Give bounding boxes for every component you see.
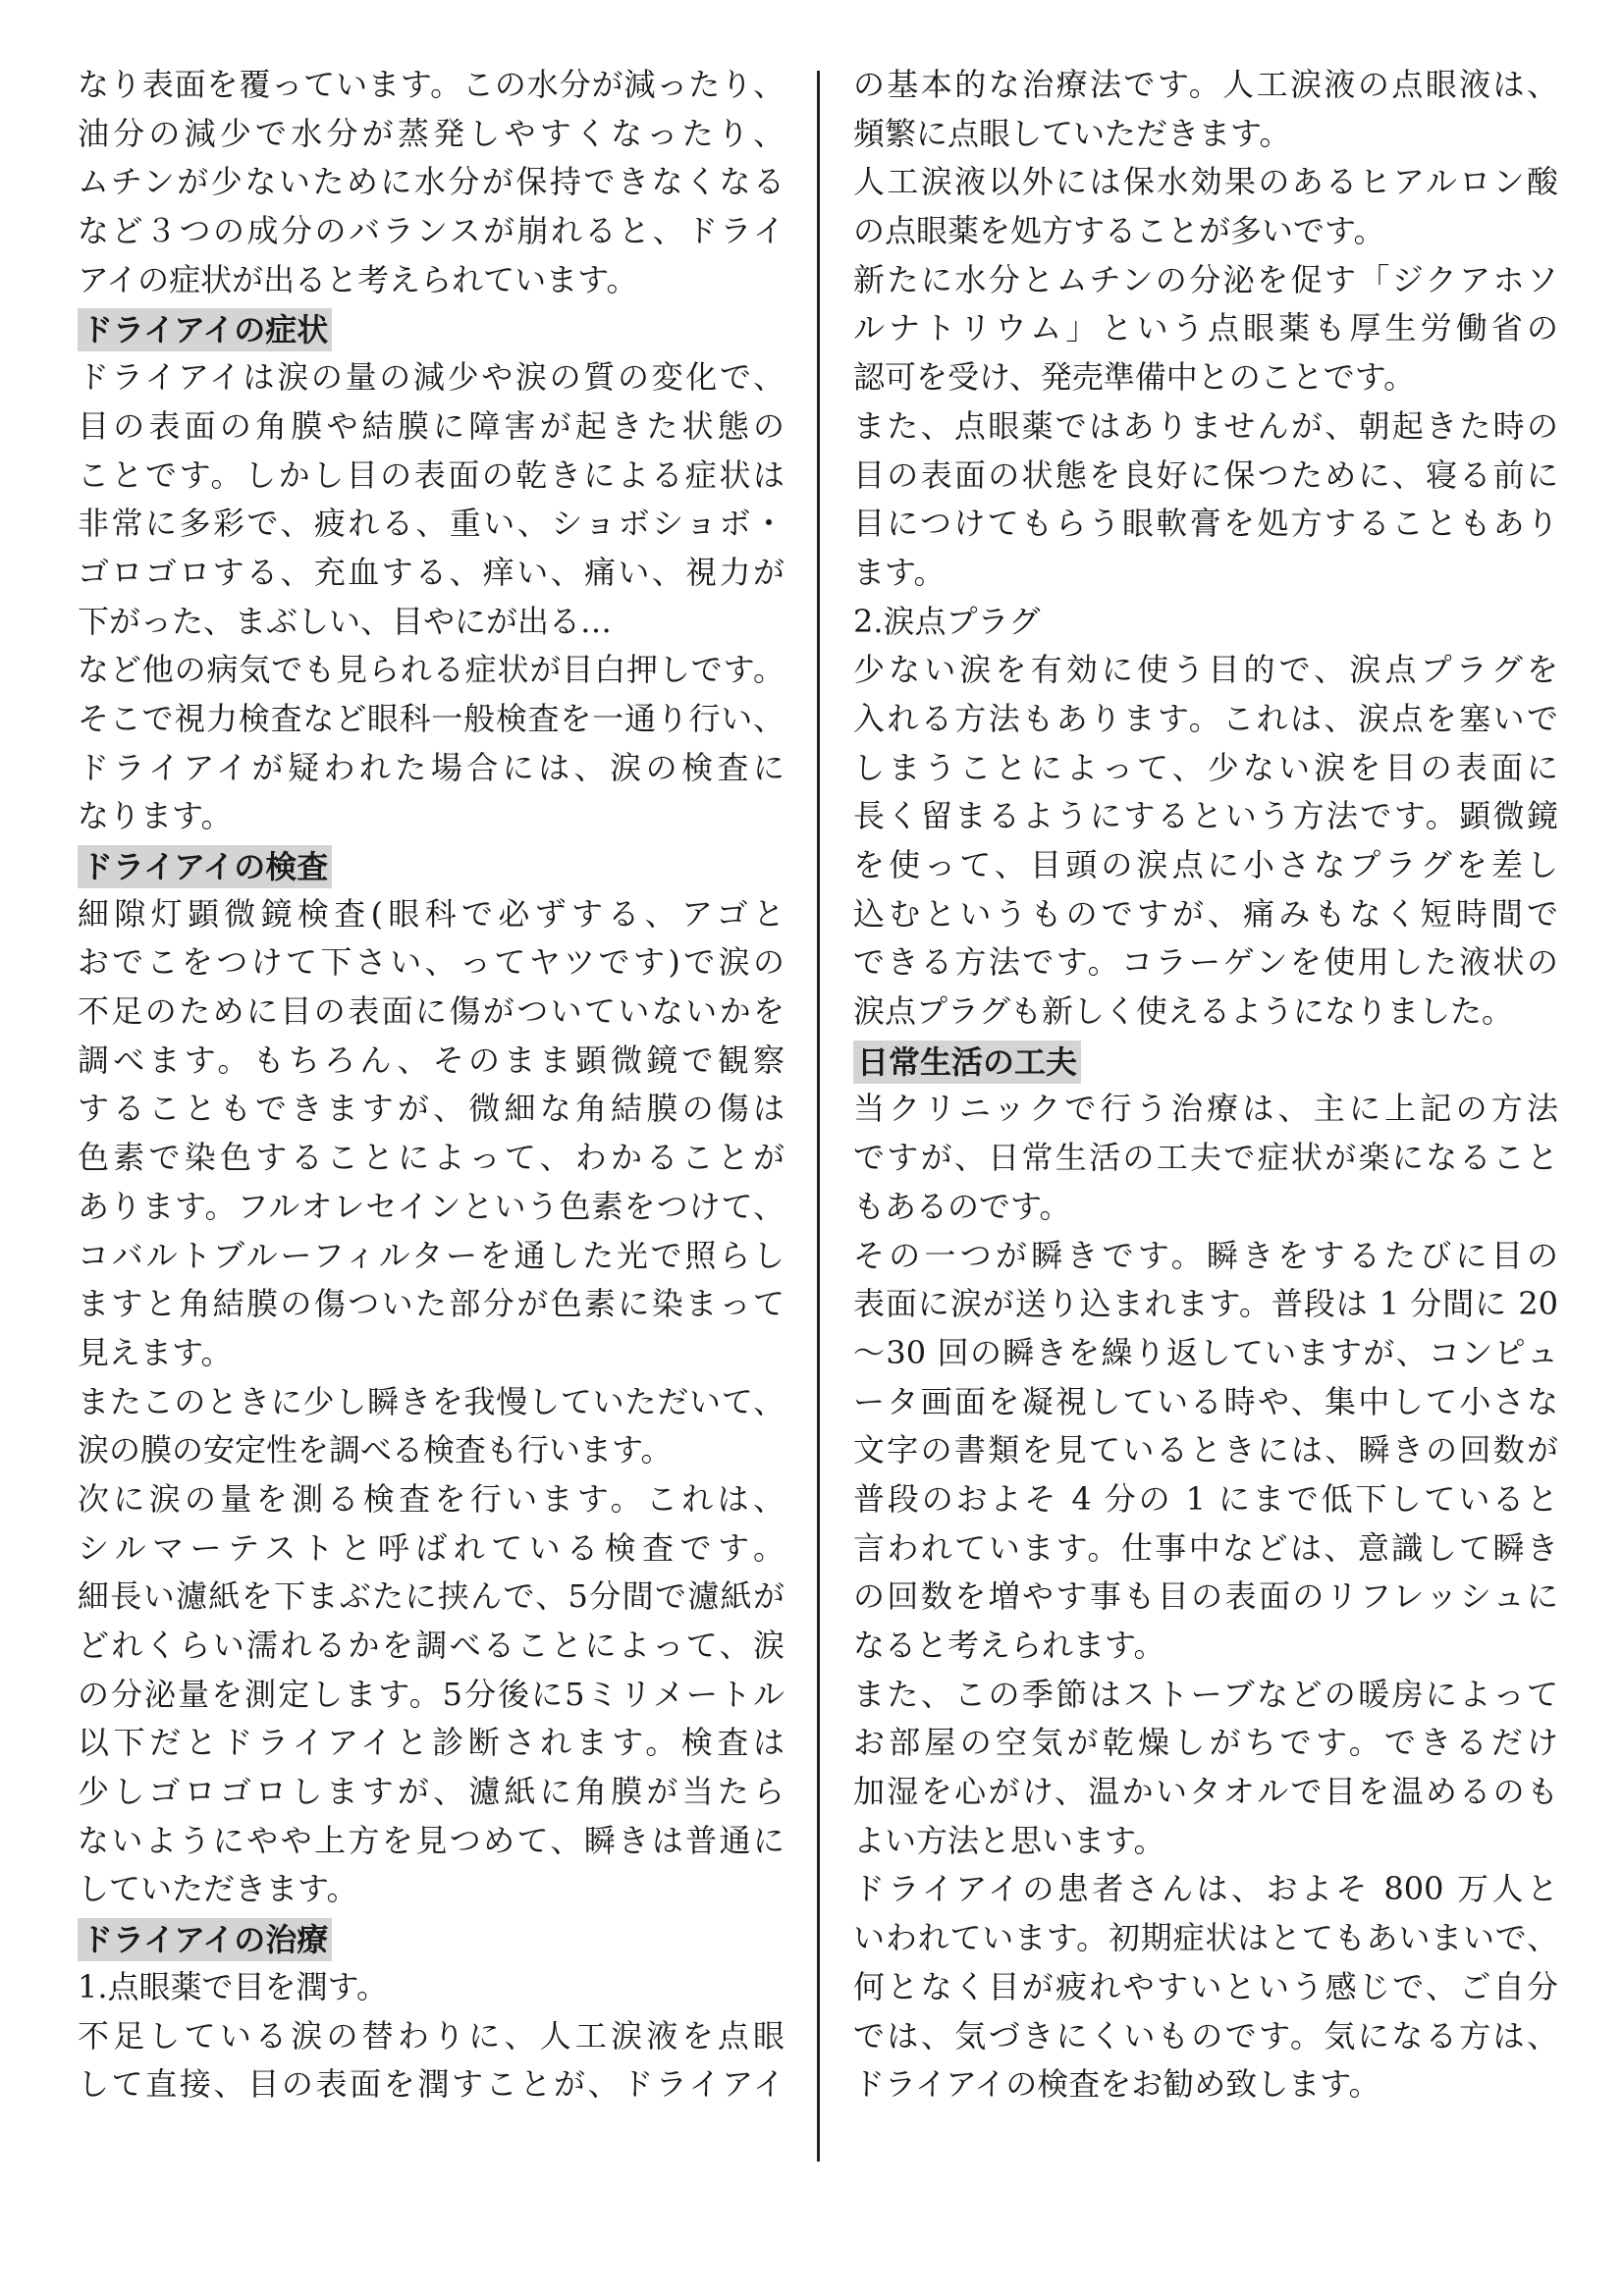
paragraph-line: ドライアイが疑われた場合には、涙の検査に (78, 748, 784, 786)
paragraph-line: ないようにやや上方を見つめて、瞬きは普通に (78, 1821, 784, 1859)
paragraph-line: では、気づきにくいものです。気になる方は、 (853, 2016, 1558, 2055)
paragraph-line: もあるのです。 (853, 1187, 1071, 1225)
column-divider (817, 71, 820, 2162)
section-heading (78, 841, 784, 890)
paragraph-line: することもできますが、微細な角結膜の傷は (78, 1090, 784, 1128)
paragraph-line: 目の表面の状態を良好に保つために、寝る前に (853, 455, 1558, 494)
paragraph-line: また、この季節はストーブなどの暖房によって (853, 1675, 1558, 1713)
paragraph-line: またこのときに少し瞬きを我慢していただいて、 (78, 1382, 784, 1420)
paragraph-line: 非常に多彩で、疲れる、重い、ショボショボ・ (78, 505, 784, 543)
section-heading-text: ドライアイの症状 (78, 308, 332, 351)
paragraph-line: また、点眼薬ではありませんが、朝起きた時の (853, 406, 1558, 445)
paragraph-line: ムチンが少ないために水分が保持できなくなる (78, 163, 784, 201)
paragraph-line: 言われています。仕事中などは、意識して瞬き (853, 1528, 1558, 1567)
paragraph-line: 細隙灯顕微鏡検査(眼科で必ずする、アゴと (78, 894, 784, 933)
paragraph-line: シルマーテストと呼ばれている検査です。 (78, 1528, 784, 1567)
paragraph-line: の回数を増やす事も目の表面のリフレッシュに (853, 1577, 1558, 1616)
paragraph-line: の点眼薬を処方することが多いです。 (853, 212, 1385, 250)
paragraph-line: の基本的な治療法です。人工涙液の点眼液は、 (853, 66, 1558, 103)
paragraph-line: 色素で染色することによって、わかることが (78, 1139, 784, 1177)
paragraph-line: 少ない涙を有効に使う目的で、涙点プラグを (853, 651, 1558, 689)
paragraph-line: ゴロゴロする、充血する、痒い、痛い、視力が (78, 553, 784, 591)
right-column (853, 61, 1558, 2109)
section-heading-text: ドライアイの治療 (78, 1918, 332, 1961)
paragraph-line: していただきます。 (78, 1870, 358, 1908)
paragraph-line: 1.点眼薬で目を潤す。 (78, 1967, 388, 2005)
paragraph-line: 認可を受け、発売準備中とのことです。 (853, 358, 1416, 397)
paragraph-line: など他の病気でも見られる症状が目白押しです。 (78, 651, 784, 689)
paragraph-line: 涙点プラグも新しく使えるようになりました。 (853, 992, 1514, 1031)
paragraph-line: そこで視力検査など眼科一般検査を一通り行い、 (78, 699, 784, 737)
paragraph-line: 不足のために目の表面に傷がついていないかを (78, 992, 784, 1031)
paragraph-line: ドライアイの患者さんは、およそ 800 万人と (853, 1870, 1558, 1908)
paragraph-line: できる方法です。コラーゲンを使用した液状の (853, 943, 1558, 982)
paragraph-line: 調べます。もちろん、そのまま顕微鏡で観察 (78, 1041, 784, 1079)
paragraph-line: 当クリニックで行う治療は、主に上記の方法 (853, 1090, 1558, 1128)
paragraph-line: よい方法と思います。 (853, 1821, 1165, 1859)
paragraph-line: 不足している涙の替わりに、人工涙液を点眼 (78, 2016, 784, 2055)
paragraph-line: 長く留まるようにするという方法です。顕微鏡 (853, 797, 1558, 835)
section-heading-text: ドライアイの検査 (78, 845, 332, 888)
paragraph-line: ですが、日常生活の工夫で症状が楽になること (853, 1139, 1558, 1177)
paragraph-line: 見えます。 (78, 1333, 233, 1371)
paragraph-line: ドライアイの検査をお勧め致します。 (853, 2065, 1380, 2104)
paragraph-line: どれくらい濡れるかを調べることによって、涙 (78, 1627, 784, 1664)
paragraph-line: ータ画面を凝視している時や、集中して小さな (853, 1382, 1558, 1420)
section-heading (78, 304, 784, 353)
paragraph-line: 油分の減少で水分が蒸発しやすくなったり、 (78, 114, 784, 152)
paragraph-line: 涙の膜の安定性を調べる検査も行います。 (78, 1431, 673, 1469)
paragraph-line: ますと角結膜の傷ついた部分が色素に染まって (78, 1285, 784, 1323)
paragraph-line: お部屋の空気が乾燥しがちです。できるだけ (853, 1724, 1558, 1762)
paragraph-line: ルナトリウム」という点眼薬も厚生労働省の (853, 309, 1558, 347)
paragraph-line: など３つの成分のバランスが崩れると、ドライ (78, 212, 784, 250)
paragraph-line: 頻繁に点眼していただきます。 (853, 114, 1291, 152)
paragraph-line: しまうことによって、少ない涙を目の表面に (853, 748, 1558, 786)
section-heading-text: 日常生活の工夫 (853, 1041, 1081, 1084)
paragraph-line: 込むというものですが、痛みもなく短時間で (853, 894, 1558, 933)
paragraph-line: いわれています。初期症状はとてもあいまいで、 (853, 1919, 1558, 1957)
paragraph-line: 次に涙の量を測る検査を行います。これは、 (78, 1479, 784, 1518)
paragraph-line: ことです。しかし目の表面の乾きによる症状は (78, 455, 784, 494)
paragraph-line: なり表面を覆っています。この水分が減ったり、 (78, 66, 784, 103)
left-column (78, 61, 784, 2109)
paragraph-line: を使って、目頭の涙点に小さなプラグを差し (853, 846, 1558, 883)
paragraph-line: コバルトブルーフィルターを通した光で照らし (78, 1236, 784, 1274)
paragraph-line: 新たに水分とムチンの分泌を促す「ジクアホソ (853, 260, 1558, 298)
paragraph-line: なると考えられます。 (853, 1627, 1165, 1664)
paragraph-line: 入れる方法もあります。これは、涙点を塞いで (853, 699, 1558, 737)
paragraph-line: して直接、目の表面を潤すことが、ドライアイ (78, 2065, 784, 2104)
section-heading (853, 1037, 1558, 1086)
paragraph-line: 文字の書類を見ているときには、瞬きの回数が (853, 1431, 1558, 1469)
paragraph-line: ～30 回の瞬きを繰り返していますが、コンピュ (853, 1333, 1558, 1371)
paragraph-line: 表面に涙が送り込まれます。普段は 1 分間に 20 (853, 1285, 1558, 1323)
paragraph-line: 下がった、まぶしい、目やにが出る… (78, 602, 613, 640)
paragraph-line: 2.涙点プラグ (853, 602, 1041, 640)
paragraph-line: ドライアイは涙の量の減少や涙の質の変化で、 (78, 358, 784, 397)
paragraph-line: 目の表面の角膜や結膜に障害が起きた状態の (78, 406, 784, 445)
paragraph-line: 人工涙液以外には保水効果のあるヒアルロン酸 (853, 163, 1558, 201)
paragraph-line: 加湿を心がけ、温かいタオルで目を温めるのも (853, 1773, 1558, 1811)
paragraph-line: 普段のおよそ 4 分の 1 にまで低下していると (853, 1479, 1558, 1518)
paragraph-line: の分泌量を測定します。5分後に5ミリメートル (78, 1675, 784, 1713)
section-heading (78, 1914, 784, 1963)
paragraph-line: 何となく目が疲れやすいという感じで、ご自分 (853, 1967, 1558, 2005)
paragraph-line: なります。 (78, 797, 233, 835)
paragraph-line: その一つが瞬きです。瞬きをするたびに目の (853, 1236, 1558, 1274)
paragraph-line: 以下だとドライアイと診断されます。検査は (78, 1724, 784, 1762)
paragraph-line: おでこをつけて下さい、ってヤツです)で涙の (78, 943, 784, 982)
paragraph-line: あります。フルオレセインという色素をつけて、 (78, 1187, 784, 1225)
paragraph-line: 細長い濾紙を下まぶたに挟んで、5分間で濾紙が (78, 1577, 784, 1616)
paragraph-line: 少しゴロゴロしますが、濾紙に角膜が当たら (78, 1773, 784, 1811)
paragraph-line: アイの症状が出ると考えられています。 (78, 260, 638, 298)
paragraph-line: ます。 (853, 553, 946, 591)
paragraph-line: 目につけてもらう眼軟膏を処方することもあり (853, 505, 1558, 543)
